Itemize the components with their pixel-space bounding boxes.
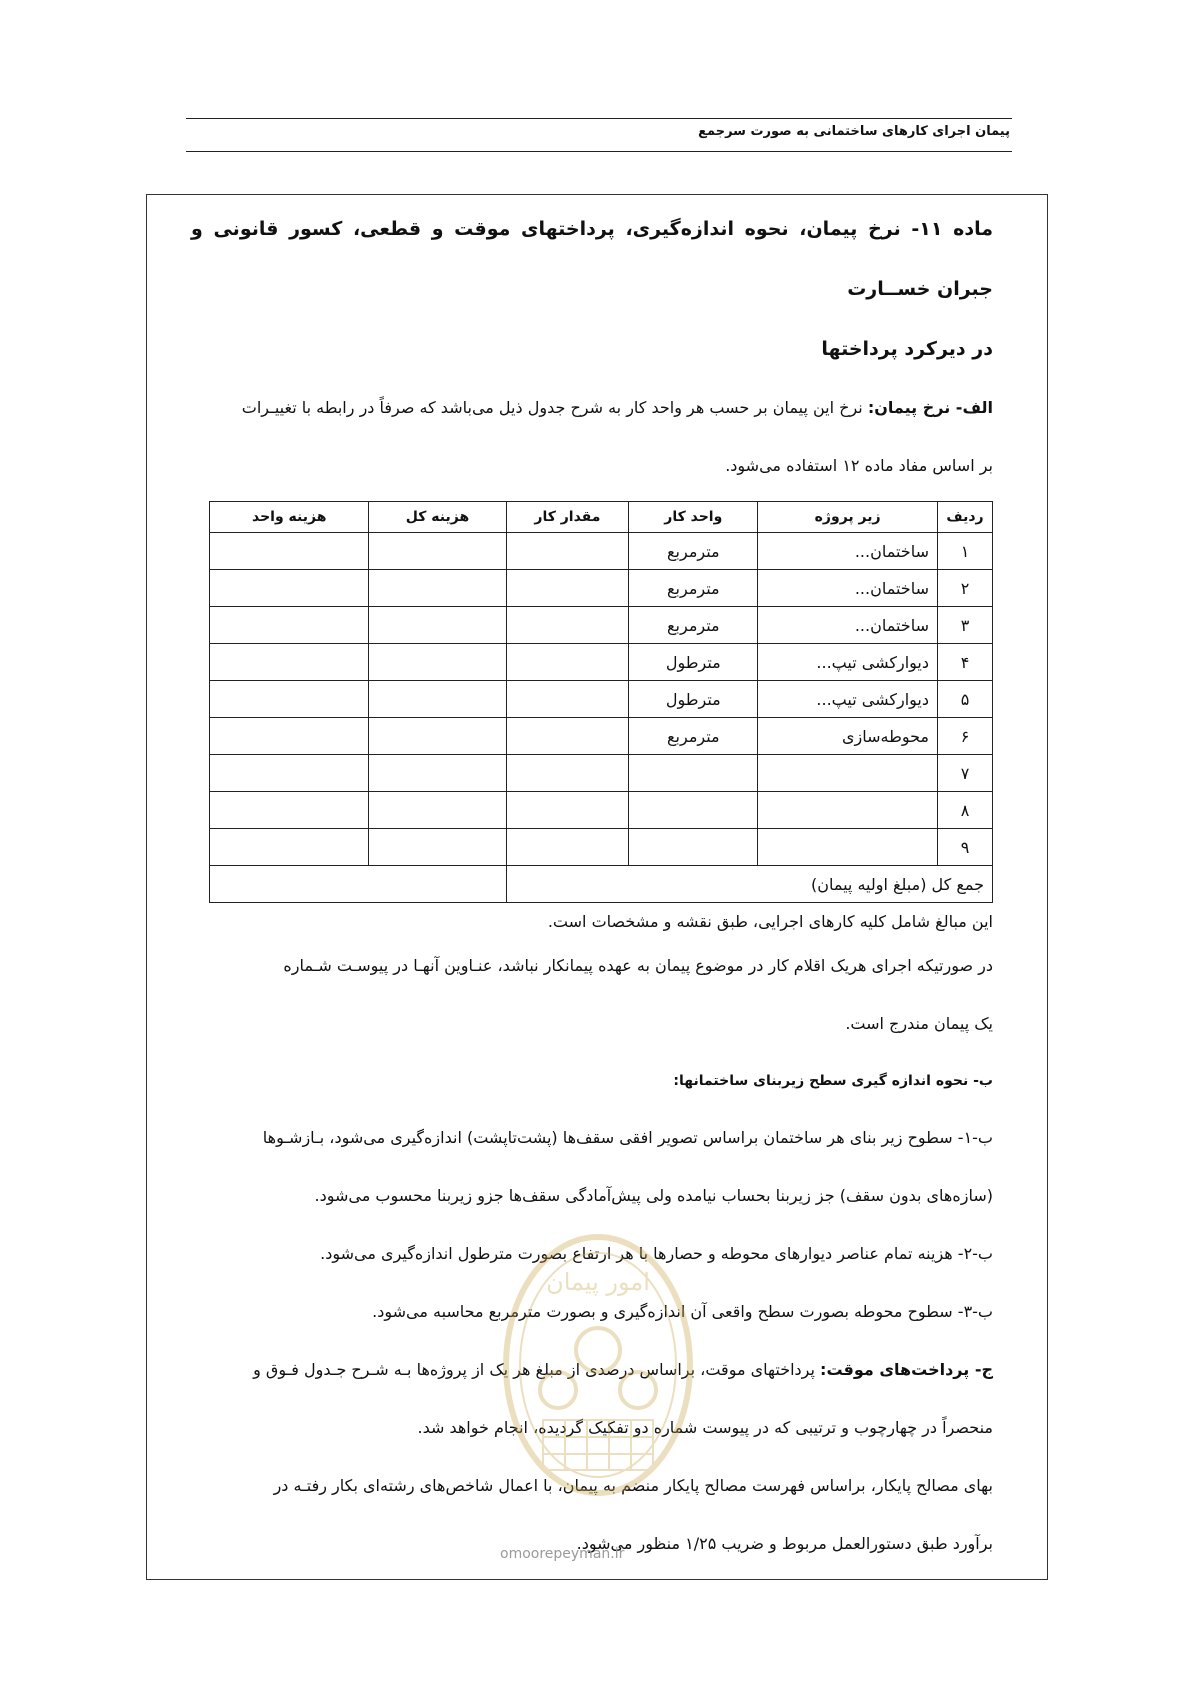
quantity-cell xyxy=(506,644,629,681)
table-header-row xyxy=(210,502,993,533)
watermark-url: omoorepeyman.ir xyxy=(500,1546,625,1562)
unit-cost-cell xyxy=(210,718,369,755)
total-cost-cell xyxy=(369,533,506,570)
unit-cost-cell xyxy=(210,607,369,644)
total-cost-cell xyxy=(369,829,506,866)
quantity-cell xyxy=(506,718,629,755)
rates-table xyxy=(209,501,993,903)
subproject-cell: دیوارکشی تیپ... xyxy=(758,681,938,718)
alef-paragraph-line2: بر اساس مفاد ماده ۱۲ استفاده می‌شود. xyxy=(725,456,993,475)
total-cost-cell xyxy=(369,718,506,755)
row-number-cell: ۵ xyxy=(937,681,992,718)
unit-cell xyxy=(629,755,758,792)
alef-label: الف- نرخ پیمان: xyxy=(867,398,993,417)
table-row xyxy=(210,792,993,829)
be1-line2: (سازه‌های بدون سقف) جز زیربنا بحساب نیامده ولی پیش‌آمادگی سقف‌ها جزو زیربنا محسوب می‌شود. xyxy=(314,1186,993,1205)
unit-cost-cell xyxy=(210,681,369,718)
total-cost-cell xyxy=(369,570,506,607)
jim-line2: منحصراً در چهارچوب و ترتیبی که در پیوست شماره دو تفکیک گردیده، انجام خواهد شد. xyxy=(417,1418,993,1437)
table-row xyxy=(210,607,993,644)
header-total-cost: هزینه کل xyxy=(369,502,506,533)
price-line2: برآورد طبق دستورالعمل مربوط و ضریب ۱/۲۵ منظور می‌شود. xyxy=(576,1534,993,1553)
header-unit: واحد کار xyxy=(629,502,758,533)
article-title xyxy=(191,195,993,379)
unit-cost-cell xyxy=(210,792,369,829)
quantity-cell xyxy=(506,607,629,644)
row-number-cell: ۲ xyxy=(937,570,992,607)
article-title-line2: در دیرکرد پرداختها xyxy=(821,338,993,360)
para2-line1: در صورتیکه اجرای هریک اقلام کار در موضوع پیمان به عهده پیمانکار نباشد، عنـاوین آنهـا در پیوسـت شـماره xyxy=(283,956,993,975)
be2-line: ب-۲- هزینه تمام عناصر دیوارهای محوطه و حصارها با هر ارتفاع بصورت مترطول اندازه‌گیری می‌شود. xyxy=(320,1244,993,1263)
row-number-cell: ۷ xyxy=(937,755,992,792)
unit-cell xyxy=(629,829,758,866)
table-row xyxy=(210,829,993,866)
unit-cell: مترطول xyxy=(629,644,758,681)
table-row xyxy=(210,533,993,570)
watermark-seal-icon xyxy=(498,1230,698,1500)
table-sum-row xyxy=(210,866,993,903)
row-number-cell: ۴ xyxy=(937,644,992,681)
sum-label: جمع کل (مبلغ اولیه پیمان) xyxy=(506,866,993,903)
subproject-cell xyxy=(758,792,938,829)
quantity-cell xyxy=(506,792,629,829)
row-number-cell: ۸ xyxy=(937,792,992,829)
table-body xyxy=(210,533,993,866)
subproject-cell: دیوارکشی تیپ... xyxy=(758,644,938,681)
table-row xyxy=(210,644,993,681)
subproject-cell: ساختمان... xyxy=(758,570,938,607)
be1-line1: ب-۱- سطوح زیر بنای هر ساختمان براساس تصویر افقی سقف‌ها (پشت‌تاپشت) اندازه‌گیری می‌شود، بـازشـوها xyxy=(262,1128,993,1147)
running-header: پیمان اجرای کارهای ساختمانی به صورت سرجمع xyxy=(698,124,1010,139)
total-cost-cell xyxy=(369,681,506,718)
jim-label: ج- پرداخت‌های موقت: xyxy=(820,1360,993,1379)
subproject-cell: ساختمان... xyxy=(758,533,938,570)
jim-text-1: پرداختهای موقت، براساس درصدی از مبلغ هر یک از پروژه‌ها بـه شـرح جـدول فـوق و xyxy=(253,1360,821,1379)
price-line1: بهای مصالح پایکار، براساس فهرست مصالح پایکار منضم به پیمان، با اعمال شاخص‌های رشته‌ای بکار رفتـه در xyxy=(273,1476,993,1495)
quantity-cell xyxy=(506,681,629,718)
unit-cell xyxy=(629,792,758,829)
total-cost-cell xyxy=(369,755,506,792)
header-subproject: زیر پروژه xyxy=(758,502,938,533)
quantity-cell xyxy=(506,533,629,570)
be3-line: ب-۳- سطوح محوطه بصورت سطح واقعی آن اندازه‌گیری و بصورت مترمربع محاسبه می‌شود. xyxy=(372,1302,993,1321)
quantity-cell xyxy=(506,570,629,607)
row-number-cell: ۹ xyxy=(937,829,992,866)
unit-cost-cell xyxy=(210,533,369,570)
table-row xyxy=(210,755,993,792)
unit-cell: مترمربع xyxy=(629,718,758,755)
alef-paragraph xyxy=(191,379,993,437)
header-rule-bottom xyxy=(186,151,1012,152)
unit-cell: مترمربع xyxy=(629,533,758,570)
quantity-cell xyxy=(506,829,629,866)
row-number-cell: ۳ xyxy=(937,607,992,644)
table-row xyxy=(210,718,993,755)
header-unit-cost: هزینه واحد xyxy=(210,502,369,533)
unit-cell: مترمربع xyxy=(629,570,758,607)
table-row xyxy=(210,570,993,607)
header-rule-top xyxy=(186,118,1012,119)
unit-cell: مترمربع xyxy=(629,607,758,644)
total-cost-cell xyxy=(369,792,506,829)
row-number-cell: ۱ xyxy=(937,533,992,570)
header-quantity: مقدار کار xyxy=(506,502,629,533)
row-number-cell: ۶ xyxy=(937,718,992,755)
header-row-number: ردیف xyxy=(937,502,992,533)
watermark-seal-text: امور پیمان xyxy=(546,1268,650,1296)
total-cost-cell xyxy=(369,607,506,644)
total-cost-cell xyxy=(369,644,506,681)
unit-cost-cell xyxy=(210,755,369,792)
unit-cost-cell xyxy=(210,570,369,607)
table-note: این مبالغ شامل کلیه کارهای اجرایی، طبق نقشه و مشخصات است. xyxy=(547,912,993,931)
subproject-cell xyxy=(758,755,938,792)
alef-text-1: نرخ این پیمان بر حسب هر واحد کار به شرح جدول ذیل می‌باشد که صرفاً در رابطه با تغییـرات xyxy=(241,398,868,417)
subproject-cell: ساختمان... xyxy=(758,607,938,644)
be-heading: ب- نحوه اندازه گیری سطح زیربنای ساختمانها: xyxy=(673,1073,993,1089)
subproject-cell xyxy=(758,829,938,866)
para2-line2: یک پیمان مندرج است. xyxy=(845,1014,993,1033)
quantity-cell xyxy=(506,755,629,792)
unit-cell: مترطول xyxy=(629,681,758,718)
subproject-cell: محوطه‌سازی xyxy=(758,718,938,755)
unit-cost-cell xyxy=(210,644,369,681)
article-title-line1: ماده ۱۱- نرخ پیمان، نحوه اندازه‌گیری، پرداختهای موقت و قطعی، کسور قانونی و جبران خســارت xyxy=(191,218,993,300)
sum-value xyxy=(210,866,507,903)
unit-cost-cell xyxy=(210,829,369,866)
table-row xyxy=(210,681,993,718)
